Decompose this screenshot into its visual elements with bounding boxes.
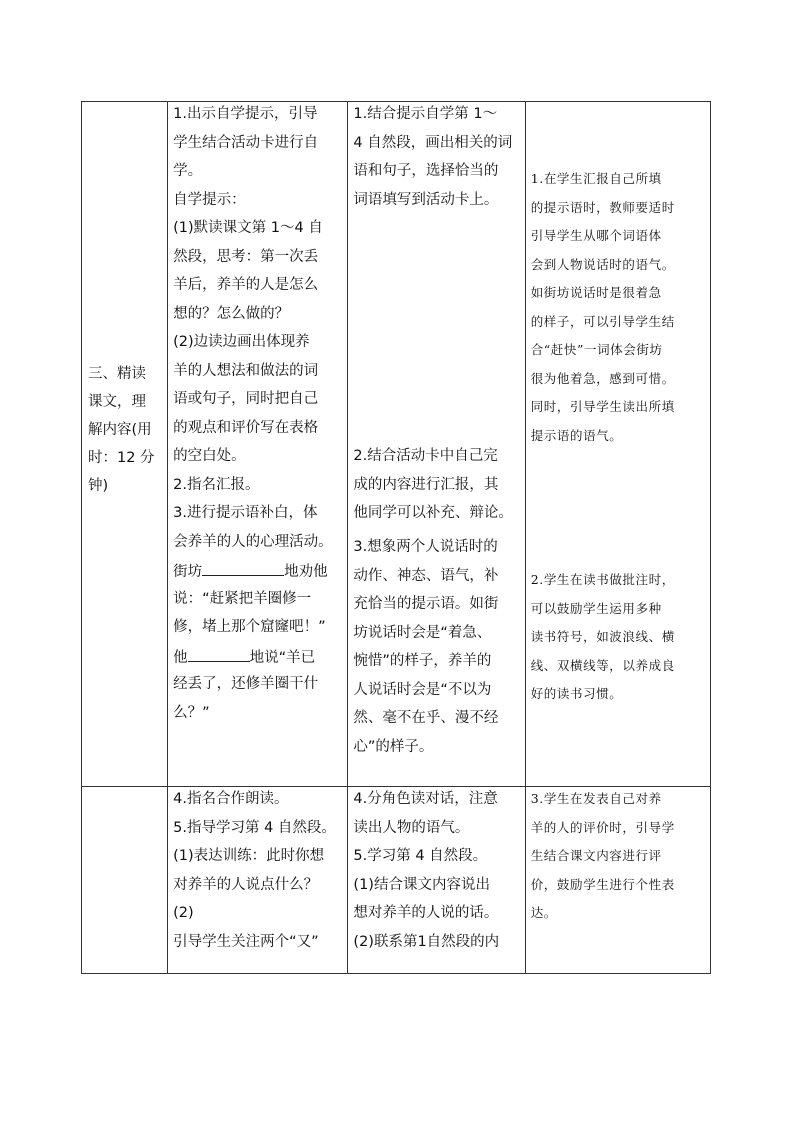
teacher-line: (2)边读边画出体现养	[173, 334, 310, 350]
teacher-line: 羊的人想法和做法的词	[173, 362, 319, 379]
intent-line: 如街坊说话时是很着急	[530, 285, 662, 300]
teacher-line: (1)默读课文第 1～4 自	[173, 220, 323, 236]
intent-line: 1.在学生汇报自己所填	[530, 171, 662, 186]
section-cell-empty	[82, 787, 168, 974]
line-prefix: 他	[173, 649, 188, 666]
student-line: 读出人物的语气。	[353, 819, 470, 836]
student-line: 坊说话时会是“着急、	[353, 624, 492, 641]
student-line: 成的内容进行汇报，其	[353, 476, 499, 493]
teacher-line: 4.指名合作朗读。	[173, 791, 289, 807]
design-intent-cell	[525, 787, 710, 974]
table-row	[82, 102, 711, 787]
intent-line: 可以鼓励学生运用多种	[530, 600, 662, 616]
teacher-line: (2)	[173, 905, 194, 921]
section-title-line: 时：12 分	[88, 450, 155, 466]
teacher-line: 自学提示：	[173, 191, 246, 208]
teacher-blank-line	[173, 561, 345, 581]
intent-line: 线、双横线等，以养成良	[530, 657, 675, 673]
intent-line: 达。	[530, 905, 557, 920]
section-title-line: 解内容(用	[88, 422, 152, 438]
student-line: 4 自然段，画出相关的词	[353, 134, 513, 151]
teacher-line: 的空白处。	[173, 448, 246, 464]
teacher-line: 引导学生关注两个“又”	[173, 933, 319, 950]
student-activity-cell	[348, 787, 525, 974]
teacher-line: 学。	[173, 163, 203, 179]
teacher-line: 1.出示自学提示，引导	[173, 106, 318, 122]
intent-line: 的样子，可以引导学生结	[530, 313, 675, 329]
intent-line: 的提示语时，教师要适时	[530, 199, 675, 215]
student-line: (2)联系第1自然段的内	[353, 933, 500, 950]
section-title-line: 课文，理	[88, 394, 146, 410]
teacher-activity-cell	[168, 102, 348, 787]
teacher-line: 想的？怎么做的？	[173, 305, 290, 322]
teacher-line: (1)表达训练：此时你想	[173, 848, 325, 864]
lesson-plan-table	[81, 101, 711, 974]
student-line: 动作、神态、语气，补	[353, 567, 499, 584]
student-line: 2.结合活动卡中自己完	[353, 448, 498, 464]
student-line: 想对养羊的人说的话。	[353, 905, 499, 921]
teacher-line: 语或句子，同时把自己	[173, 391, 319, 407]
student-line: 人说话时会是“不以为	[353, 681, 492, 698]
table-row	[82, 787, 711, 974]
teacher-line: 然段，思考：第一次丢	[173, 248, 319, 265]
student-line: 词语填写到活动卡上。	[353, 191, 499, 208]
teacher-line: 经丢了，还修羊圈干什	[173, 676, 319, 692]
teacher-line: 学生结合活动卡进行自	[173, 134, 319, 151]
fill-in-blank	[202, 561, 284, 576]
student-line: 5.学习第 4 自然段。	[353, 848, 488, 864]
intent-line: 3.学生在发表自己对养	[530, 791, 662, 806]
intent-line: 很为他着急，感到可惜。	[530, 370, 675, 386]
section-title-line: 三、精读	[88, 366, 146, 382]
student-line: 心”的样子。	[353, 738, 434, 755]
student-line: 惋惜”的样子，养羊的	[353, 653, 492, 669]
intent-line: 同时，引导学生读出所填	[530, 399, 675, 414]
teacher-activity-cell	[168, 787, 348, 974]
intent-line: 合“赶快”一词体会街坊	[530, 342, 663, 357]
line-suffix: 地劝他	[284, 564, 328, 580]
intent-line: 引导学生从哪个词语体	[530, 228, 662, 243]
student-line: 语和句子，选择恰当的	[353, 163, 499, 179]
section-title-line: 钟)	[88, 478, 109, 494]
teacher-line: 的观点和评价写在表格	[173, 419, 319, 436]
teacher-line: 对养羊的人说点什么？	[173, 876, 319, 893]
intent-line: 生结合课文内容进行评	[530, 848, 662, 863]
intent-line: 提示语的语气。	[530, 427, 623, 443]
student-line: 3.想象两个人说话时的	[353, 539, 498, 555]
intent-line: 价，鼓励学生进行个性表	[530, 876, 675, 892]
student-line: (1)结合课文内容说出	[353, 876, 490, 893]
teacher-line: 么？”	[173, 704, 210, 721]
line-prefix: 街坊	[173, 564, 203, 580]
student-line: 4.分角色读对话，注意	[353, 791, 498, 807]
teacher-line: 羊后，养羊的人是怎么	[173, 277, 319, 293]
teacher-line: 会养羊的人的心理活动。	[173, 533, 333, 550]
section-cell	[82, 102, 168, 787]
fill-in-blank	[188, 647, 250, 662]
teacher-line: 说：“赶紧把羊圈修一	[173, 590, 312, 607]
intent-line: 读书符号，如波浪线、横	[530, 629, 675, 644]
intent-line: 会到人物说话时的语气。	[530, 256, 675, 272]
teacher-line: 3.进行提示语补白，体	[173, 505, 318, 521]
intent-line: 好的读书习惯。	[530, 686, 623, 701]
intent-line: 2.学生在读书做批注时，	[530, 572, 675, 587]
design-intent-cell	[525, 102, 710, 787]
student-line: 然、毫不在乎、漫不经	[353, 710, 499, 726]
student-line: 充恰当的提示语。如街	[353, 596, 499, 612]
teacher-line: 修，堵上那个窟窿吧！”	[173, 619, 326, 635]
student-line: 他同学可以补充、辩论。	[353, 505, 513, 521]
teacher-line: 5.指导学习第 4 自然段。	[173, 819, 336, 836]
teacher-blank-line	[173, 647, 345, 667]
student-activity-cell	[348, 102, 525, 787]
intent-line: 羊的人的评价时，引导学	[530, 819, 675, 835]
line-suffix: 地说“羊已	[249, 649, 316, 666]
student-line: 1.结合提示自学第 1～	[353, 106, 498, 122]
teacher-line: 2.指名汇报。	[173, 476, 260, 493]
